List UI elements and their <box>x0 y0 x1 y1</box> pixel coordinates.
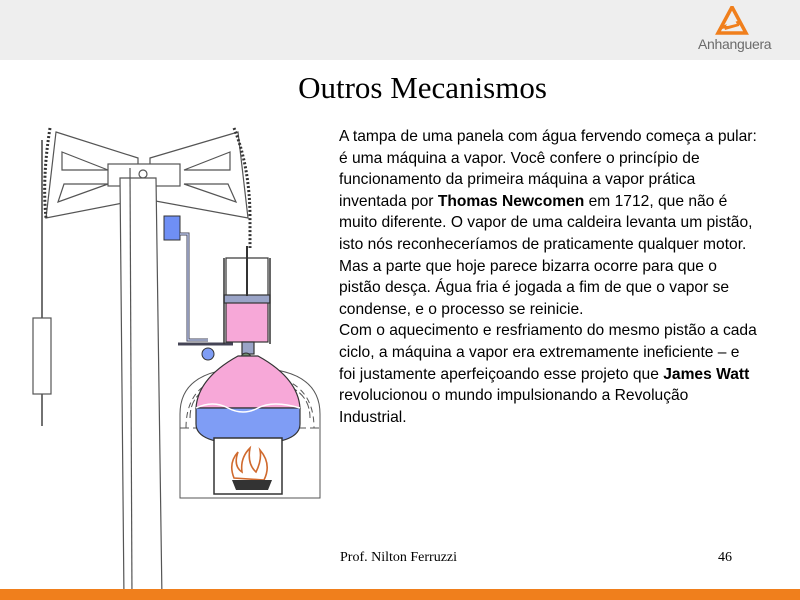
paragraph-watt <box>339 320 759 428</box>
brand-name: Anhanguera <box>698 36 772 52</box>
anhanguera-logo-icon <box>714 6 750 36</box>
paragraph-newcomen-intro: A tampa de uma panela com água fervendo começa a pular: é uma máquina a vapor. Você confere o princípio de funcionamento da primeira máquina a vapor prática inventada por <box>339 128 757 210</box>
paragraph-watt-intro: Com o aquecimento e resfriamento do mesmo pistão a cada ciclo, a máquina a vapor era extremamente ineficiente – e foi justamente aperfeiçoando esse projeto que <box>339 322 757 383</box>
newcomen-steam-engine-illustration <box>28 118 328 600</box>
page-number: 46 <box>718 550 732 565</box>
inventor-watt: James Watt <box>663 365 750 383</box>
accent-bottom-bar <box>0 589 800 600</box>
slide-body-text <box>339 126 759 428</box>
piston-cylinder <box>224 246 270 354</box>
inventor-newcomen: Thomas Newcomen <box>437 192 585 210</box>
paragraph-newcomen-rest: em 1712, que não é muito diferente. O vapor de uma caldeira levanta um pistão, isto nós reconheceríamos de praticamente qualquer motor. Mas a parte que hoje parece bizarra ocorre para que o pistão desça. Água fria é jogada a fim de que o vapor se condense, e o processo se reinicie. <box>339 192 753 318</box>
firebox <box>214 438 282 494</box>
footer-author: Prof. Nilton Ferruzzi <box>340 550 458 565</box>
boiler <box>196 356 300 444</box>
paragraph-newcomen <box>339 126 759 320</box>
brand-logo <box>692 6 792 56</box>
engine-frame <box>33 132 248 600</box>
header-band <box>0 0 800 60</box>
paragraph-watt-rest: revolucionou o mundo impulsionando a Revolução Industrial. <box>339 387 689 426</box>
slide-title: Outros Mecanismos <box>298 70 547 105</box>
water-cistern <box>164 216 233 360</box>
